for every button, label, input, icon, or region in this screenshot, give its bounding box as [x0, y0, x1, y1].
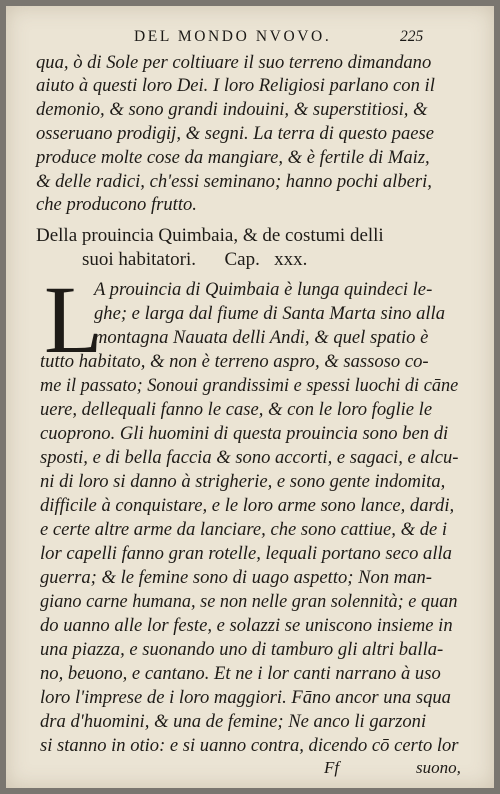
- text-line: uere, dellequali fanno le case, & con le loro foglie le: [40, 399, 433, 420]
- text-line: dra d'huomini, & una de femine; Ne anco li garzoni: [40, 711, 427, 732]
- book-page: [6, 6, 494, 788]
- text-line: osseruano prodigij, & segni. La terra di questo paese: [36, 123, 435, 144]
- text-line: do uanno alle lor feste, e solazzi se uniscono insieme in: [40, 615, 453, 636]
- text-line: ghe; e larga dal fiume di Santa Marta sino alla: [94, 303, 446, 324]
- running-title: DEL MONDO NVOVO.: [134, 28, 332, 45]
- text-line: & delle radici, ch'essi seminano; hanno pochi alberi,: [36, 171, 432, 192]
- text-line: ni di loro si danno à strigherie, e sono gente indomita,: [40, 471, 446, 492]
- text-line: lor capelli fanno gran rotelle, lequali portano seco alla: [40, 543, 452, 564]
- signature-mark: Ff: [324, 758, 340, 777]
- text-line: A prouincia di Quimbaia è lunga quindeci le-: [94, 279, 433, 300]
- text-line: giano carne humana, se non nelle gran solennità; e quan: [40, 591, 458, 612]
- text-line: montagna Nauata delli Andi, & quel spatio è: [94, 327, 429, 348]
- heading-line: suoi habitatori. Cap. xxx.: [82, 249, 308, 270]
- text-line: guerra; & le femine sono di uago aspetto; Non man-: [40, 567, 432, 588]
- text-line: tutto habitato, & non è terreno aspro, & sassoso co-: [40, 351, 429, 372]
- heading-line: Della prouincia Quimbaia, & de costumi delli: [36, 225, 384, 246]
- text-line: e certe altre arme da lanciare, che sono cattiue, & de i: [40, 519, 448, 540]
- page-header: [6, 28, 494, 50]
- text-line: sposti, e di bella faccia & sono accorti, e sagaci, e alcu-: [40, 447, 459, 468]
- text-line: aiuto à questi loro Dei. I loro Religiosi parlano con il: [36, 75, 435, 96]
- text-line: produce molte cose da mangiare, & è fertile di Maiz,: [36, 147, 430, 168]
- text-line: una piazza, e suonando uno di tamburo gli altri balla-: [40, 639, 444, 660]
- text-line: difficile à conquistare, e le loro arme sono lance, dardi,: [40, 495, 455, 516]
- text-line: loro l'imprese de i loro maggiori. Fāno ancor una squa: [40, 687, 451, 708]
- drop-cap: L: [44, 266, 103, 373]
- text-line: no, beuono, e cantano. Et ne i lor canti narrano à uso: [40, 663, 441, 684]
- text-line: me il passato; Sonoui grandissimi e spessi luochi di cāne: [40, 375, 459, 396]
- text-line: che producono frutto.: [36, 194, 197, 215]
- text-line: si stanno in otio: e si uanno contra, dicendo cō certo lor: [40, 735, 459, 756]
- text-line: qua, ò di Sole per coltiuare il suo terreno dimandano: [36, 52, 432, 73]
- catchword: suono,: [416, 758, 461, 777]
- page-number: 225: [400, 28, 424, 45]
- text-line: cuoprono. Gli huomini di questa prouincia sono ben di: [40, 423, 449, 444]
- text-line: demonio, & sono grandi indouini, & superstitiosi, &: [36, 99, 428, 120]
